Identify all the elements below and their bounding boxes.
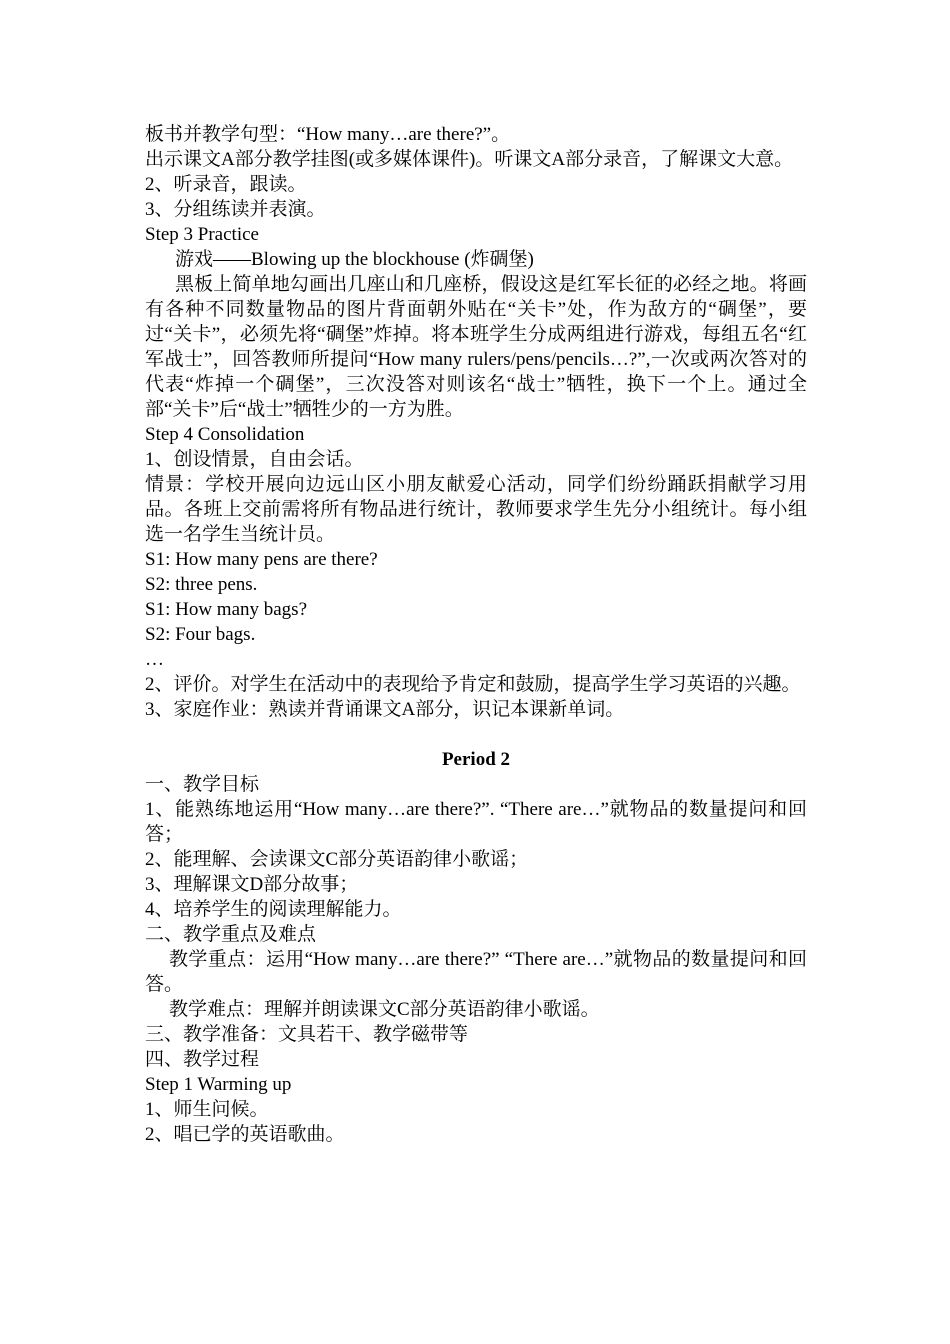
section-heading: 二、教学重点及难点 <box>145 924 317 945</box>
section-heading: 三、教学准备：文具若干、教学磁带等 <box>145 1024 469 1045</box>
ellipsis-line: … <box>145 649 164 670</box>
paragraph: 2、听录音，跟读。 <box>145 174 307 195</box>
step-heading: Step 1 Warming up <box>145 1074 292 1095</box>
blank-line <box>145 722 807 747</box>
paragraph: 出示课文A部分教学挂图(或多媒体课件)。听课文A部分录音，了解课文大意。 <box>145 149 794 170</box>
paragraph: 黑板上简单地勾画出几座山和几座桥，假设这是红军长征的必经之地。将画有各种不同数量物品的图片背面朝外贴在“关卡”处，作为敌方的“碉堡”，要过“关卡”，必须先将“碉堡”炸掉。将本班学生分成两组进行游戏，每组五名“红军战士”，回答教师所提问“How many rulers/pens/pencils…?”,一次或两次答对的代表“炸掉一个碉堡”，三次没答对则该名“战士”牺牲，换下一个上。通过全部“关卡”后“战士”牺牲少的一方为胜。 <box>145 274 807 420</box>
document-body <box>145 122 807 1147</box>
paragraph: 教学重点：运用“How many…are there?” “There are…”就物品的数量提问和回答。 <box>145 949 807 995</box>
step-heading: Step 4 Consolidation <box>145 424 305 445</box>
paragraph: 游戏——Blowing up the blockhouse (炸碉堡) <box>175 249 534 270</box>
paragraph: 1、能熟练地运用“How many…are there?”. “There are…”就物品的数量提问和回答； <box>145 799 807 845</box>
paragraph: 2、唱已学的英语歌曲。 <box>145 1124 345 1145</box>
paragraph: 2、评价。对学生在活动中的表现给予肯定和鼓励，提高学生学习英语的兴趣。 <box>145 674 801 695</box>
section-heading: 四、教学过程 <box>145 1049 260 1070</box>
dialogue-line: S2: Four bags. <box>145 624 256 645</box>
step-heading: Step 3 Practice <box>145 224 259 245</box>
paragraph: 1、创设情景，自由会话。 <box>145 449 364 470</box>
dialogue-line: S2: three pens. <box>145 574 258 595</box>
paragraph: 情景：学校开展向边远山区小朋友献爱心活动，同学们纷纷踊跃捐献学习用品。各班上交前需将所有物品进行统计，教师要求学生先分小组统计。每小组选一名学生当统计员。 <box>145 474 807 545</box>
dialogue-line: S1: How many pens are there? <box>145 549 378 570</box>
section-heading: 一、教学目标 <box>145 774 260 795</box>
paragraph: 板书并教学句型：“How many…are there?”。 <box>145 124 511 145</box>
section-title: Period 2 <box>441 749 511 770</box>
paragraph: 2、能理解、会读课文C部分英语韵律小歌谣； <box>145 849 529 870</box>
paragraph: 1、师生问候。 <box>145 1099 269 1120</box>
dialogue-line: S1: How many bags? <box>145 599 308 620</box>
paragraph: 4、培养学生的阅读理解能力。 <box>145 899 402 920</box>
paragraph: 教学难点：理解并朗读课文C部分英语韵律小歌谣。 <box>169 999 600 1020</box>
paragraph: 3、家庭作业：熟读并背诵课文A部分，识记本课新单词。 <box>145 699 625 720</box>
paragraph: 3、理解课文D部分故事； <box>145 874 359 895</box>
paragraph: 3、分组练读并表演。 <box>145 199 326 220</box>
